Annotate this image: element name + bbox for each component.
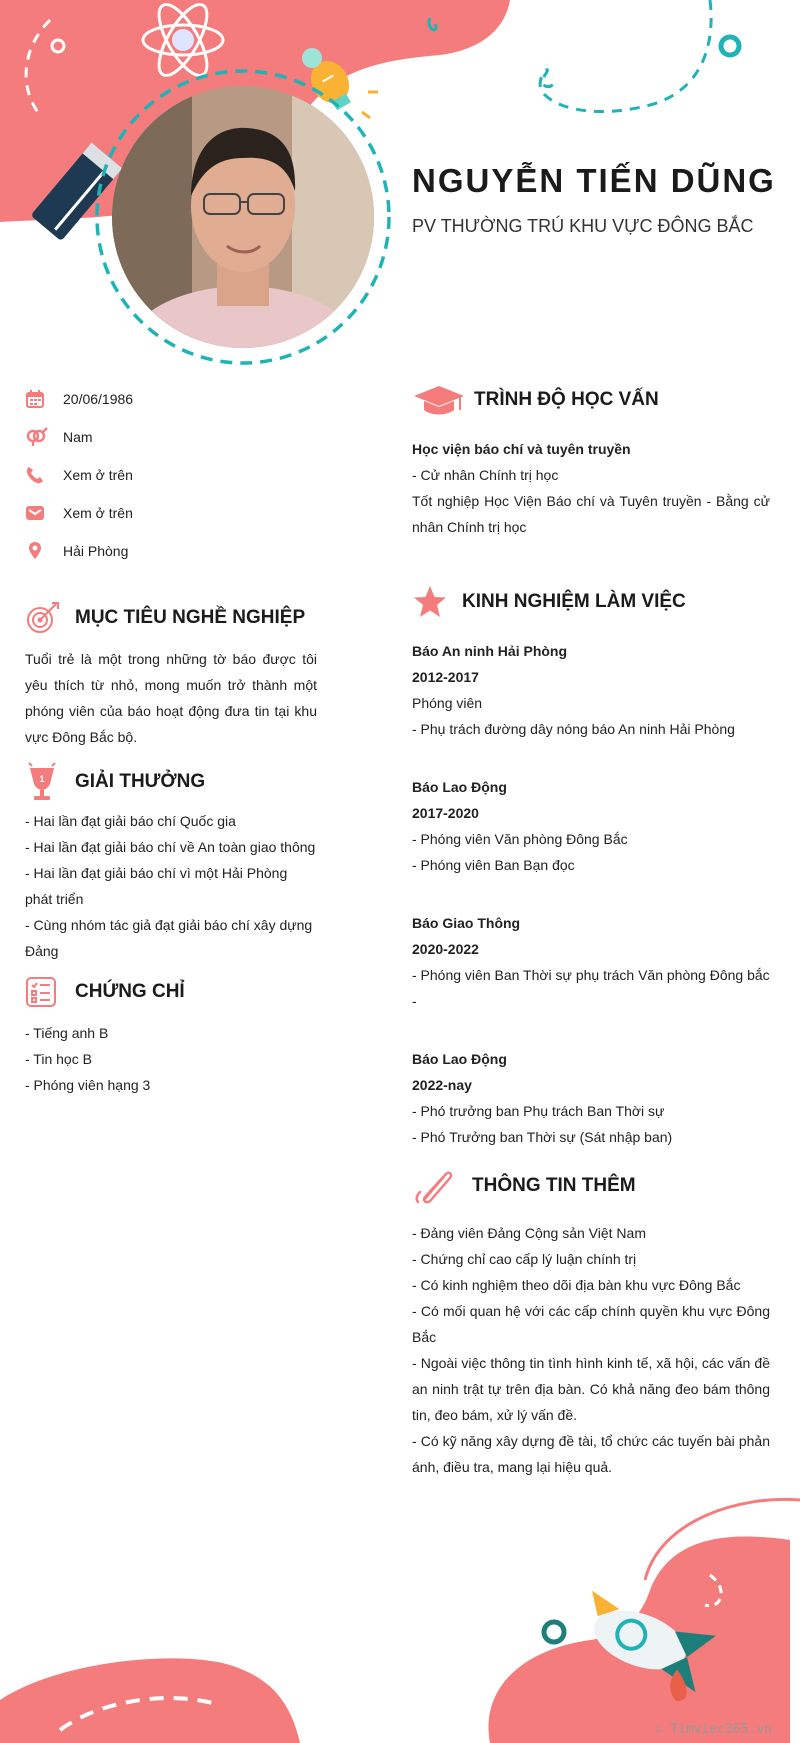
additional-item: - Có mối quan hệ với các cấp chính quyền khu vực Đông Bắc [412,1303,770,1345]
award-item: - Cùng nhóm tác giả đạt giải báo chí xây dựng Đảng [25,917,313,959]
job-period: 2017-2020 [412,805,479,821]
email-row [25,494,317,532]
job-line: - Phóng viên Ban Bạn đọc [412,857,575,873]
certificate-item: - Tiếng anh B [25,1025,109,1041]
trophy-icon [25,763,69,801]
graduation-cap-icon [412,381,468,419]
additional-item: - Có kỹ năng xây dựng đề tài, tổ chức các tuyến bài phản ánh, điều tra, mang lại hiệu quả. [412,1433,770,1475]
education-school: Học viện báo chí và tuyên truyền [412,441,631,457]
objective-heading [25,596,317,640]
experience-list [412,638,770,1150]
awards-title: GIẢI THƯỞNG [75,771,206,792]
job-company: Báo Giao Thông [412,915,521,931]
certificate-item: - Phóng viên hạng 3 [25,1077,151,1093]
certificate-item: - Tin học B [25,1051,92,1067]
additional-title: THÔNG TIN THÊM [472,1175,636,1196]
phone-value: Xem ở trên [63,467,133,483]
education-desc: Tốt nghiệp Học Viện Báo chí và Tuyên truyền - Bằng cử nhân Chính trị học [412,493,770,535]
additional-heading [412,1164,770,1208]
job-period: 2020-2022 [412,941,479,957]
job-period: 2022-nay [412,1077,472,1093]
watermark: ∴ Timviec365.vn [654,1722,772,1737]
job-line: - Phóng viên Ban Thời sự phụ trách Văn phòng Đông bắc [412,967,770,983]
gender-icon [25,426,55,448]
additional-item: - Ngoài việc thông tin tình hình kinh tế, xã hội, các vấn đề an ninh trật tự trên địa bàn. Có khả năng đeo bám thông tin, đeo bám, xử lý vấn đề. [412,1355,770,1423]
award-item: - Hai lần đạt giải báo chí về An toàn giao thông [25,839,316,855]
job-position: PV THƯỜNG TRÚ KHU VỰC ĐÔNG BẮC [412,216,754,236]
award-item: - Hai lần đạt giải báo chí Quốc gia [25,813,236,829]
additional-list [412,1220,770,1480]
job-line: - [412,993,417,1009]
awards-list [25,808,317,964]
location-pin-icon [25,540,55,562]
job-entry [412,638,770,742]
right-column [412,378,770,1480]
job-company: Báo Lao Động [412,1051,507,1067]
awards-heading [25,760,317,804]
objective-text: Tuổi trẻ là một trong những tờ báo được tôi yêu thích từ nhỏ, mong muốn trở thành một phóng viên của báo hoạt động đưa tin tại khu vực Đông Bắc bộ. [25,651,317,745]
education-body [412,436,770,540]
phone-row [25,456,317,494]
additional-item: - Chứng chỉ cao cấp lý luận chính trị [412,1251,637,1267]
svg-text:1: 1 [39,774,45,784]
additional-item: - Có kinh nghiệm theo dõi địa bàn khu vực Đông Bắc [412,1277,741,1293]
job-entry [412,910,770,1014]
full-name: NGUYỄN TIẾN DŨNG [412,162,776,199]
certificates-title: CHỨNG CHỈ [75,981,185,1002]
star-icon [412,583,456,621]
profile-photo [112,86,374,348]
experience-title: KINH NGHIỆM LÀM VIỆC [462,591,686,612]
education-heading [412,378,770,422]
award-item: - Hai lần đạt giải báo chí vì một Hải Phòng phát triển [25,865,288,907]
job-company: Báo An ninh Hải Phòng [412,643,568,659]
experience-heading [412,580,770,624]
job-company: Báo Lao Động [412,779,507,795]
education-title: TRÌNH ĐỘ HỌC VẤN [474,389,659,410]
job-period: 2012-2017 [412,669,479,685]
certificates-heading [25,970,317,1014]
job-line: - Phó Trưởng ban Thời sự (Sát nhập ban) [412,1129,673,1145]
certificates-list [25,1020,317,1098]
job-entry [412,1046,770,1150]
job-line: - Phó trưởng ban Phụ trách Ban Thời sự [412,1103,665,1119]
left-column [25,380,317,1098]
phone-icon [25,464,55,486]
birthday-value: 20/06/1986 [63,391,134,407]
additional-item: - Đảng viên Đảng Cộng sản Việt Nam [412,1225,646,1241]
gender-row [25,418,317,456]
address-row [25,532,317,570]
paperclip-icon [412,1167,466,1205]
mail-icon [25,502,55,524]
gender-value: Nam [63,429,93,445]
job-line: - Phụ trách đường dây nóng báo An ninh Hải Phòng [412,721,735,737]
objective-title: MỤC TIÊU NGHỀ NGHIỆP [75,607,306,628]
target-icon [25,599,69,637]
birthday-row [25,380,317,418]
job-line: Phóng viên [412,695,483,711]
checklist-icon [25,973,69,1011]
job-line: - Phóng viên Văn phòng Đông Bắc [412,831,628,847]
address-value: Hải Phòng [63,543,129,559]
education-degree: - Cử nhân Chính trị học [412,467,559,483]
email-value: Xem ở trên [63,505,133,521]
calendar-icon [25,388,55,410]
job-entry [412,774,770,878]
